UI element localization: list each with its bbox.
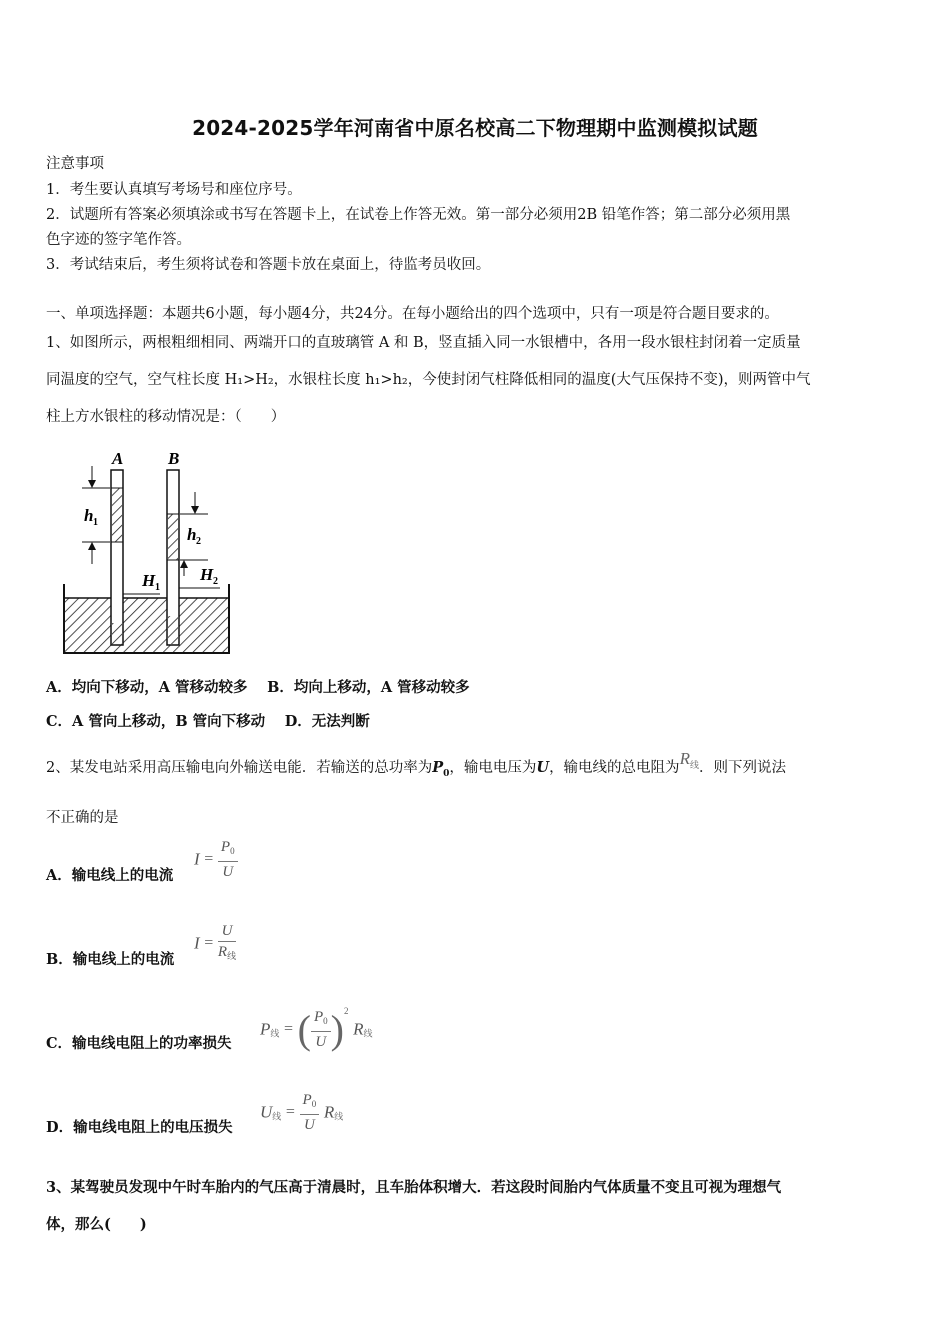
q1-options-row2: C．A 管向上移动，B 管向下移动 D．无法判断 [46,713,370,730]
label-H2: H [200,565,214,584]
page-title: 2024-2025学年河南省中原名校高二下物理期中监测模拟试题 [192,116,758,140]
svg-text:1: 1 [93,517,98,528]
q1-stem-line3: 柱上方水银柱的移动情况是：（ ） [46,409,286,425]
label-H1: H [142,571,156,590]
svg-text:2: 2 [213,576,218,587]
q1-tube-figure [60,448,235,658]
mercury-trough [64,598,229,653]
q2-option-c-label: C．输电线电阻上的功率损失 [46,1035,232,1052]
q2-option-a-formula: I = $\frac{P_0}{U}$ [194,837,238,882]
q2-stem-line2: 不正确的是 [46,810,119,826]
q3-stem-line1: 3、某驾驶员发现中午时车胎内的气压高于清晨时，且车胎体积增大．若这段时间胎内气体质量不变且可视为理想气 [46,1179,782,1196]
q2-option-b-label: B．输电线上的电流 [46,951,175,968]
q2-option-b-formula: I = $\frac{U}{R_线}$ [194,923,237,961]
notice-item-1: 1．考生要认真填写考场号和座位序号。 [46,182,302,198]
q2-option-d-formula: $U_线$ = $\frac{P_0}{U}$ $R_线$ [260,1092,344,1133]
section-heading: 一、单项选择题：本题共6小题，每小题4分，共24分。在每小题给出的四个选项中，只有一项是符合题目要求的。 [46,306,779,322]
label-h2: h [187,525,197,544]
q1-stem-line1: 1、如图所示，两根粗细相同、两端开口的直玻璃管 A 和 B，竖直插入同一水银槽中，各用一段水银柱封闭着一定质量 [46,335,801,351]
label-a: A [112,449,124,468]
label-b: B [168,449,180,468]
notice-heading: 注意事项 [46,156,104,172]
notice-item-2-cont: 色字迹的签字笔作答。 [46,232,191,248]
svg-text:2: 2 [196,536,201,547]
q1-options-row1: A．均向下移动，A 管移动较多 B．均向上移动，A 管移动较多 [46,679,470,696]
q2-stem-line1: 2、某发电站采用高压输电向外输送电能．若输送的总功率为$P_0$，输电电压为U，输电线的总电阻为$R^线$．则下列说法 [46,749,786,779]
q2-option-c-formula: $P_线$ = ( $\frac{P_0}{U}$ )$^2$ $R_线$ [260,1005,373,1052]
q1-stem-line2: 同温度的空气，空气柱长度 H₁>H₂，水银柱长度 h₁>h₂，今使封闭气柱降低相同的温度(大气压保持不变)，则两管中气 [46,372,811,388]
notice-item-3: 3．考试结束后，考生须将试卷和答题卡放在桌面上，待监考员收回。 [46,257,491,273]
notice-item-2: 2．试题所有答案必须填涂或书写在答题卡上，在试卷上作答无效。第一部分必须用2B 铅笔作答；第二部分必须用黑 [46,207,791,223]
q2-option-d-label: D．输电线电阻上的电压损失 [46,1119,233,1136]
svg-text:1: 1 [155,582,160,593]
q3-stem-line2: 体，那么( ) [46,1216,147,1233]
label-h1: h [84,506,94,525]
tube-a-mercury [112,488,122,542]
q2-option-a-label: A．输电线上的电流 [46,867,174,884]
tube-b-mercury [168,514,178,560]
